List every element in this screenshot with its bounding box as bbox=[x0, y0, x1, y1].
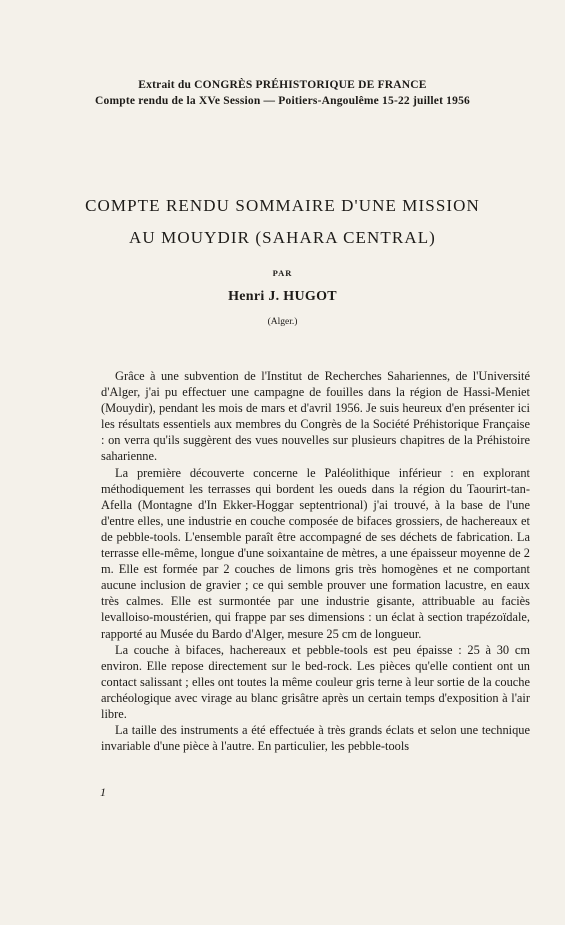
header-line-2: Compte rendu de la XVe Session — Poitiers-Angoulême 15-22 juillet 1956 bbox=[95, 95, 470, 107]
page-number: 1 bbox=[100, 785, 106, 799]
title-line-2: AU MOUYDIR (SAHARA CENTRAL) bbox=[129, 228, 436, 247]
paragraph-3: La couche à bifaces, hachereaux et pebble-tools est peu épaisse : 25 à 30 cm environ. Elle repose directement sur le bed-rock. Les pièces qu'elle contient ont un contact salissant ; elles ont toutes la même couleur gris terne à leur sortie de la couche archéologique avec virage au blanc grisâtre après un certain temps d'exposition à l'air libre. bbox=[101, 642, 530, 721]
title-line-1: COMPTE RENDU SOMMAIRE D'UNE MISSION bbox=[85, 196, 480, 215]
paragraph-2: La première découverte concerne le Paléolithique inférieur : en explorant méthodiquement les terrasses qui bordent les oueds dans la région du Taourirt-tan-Afella (Montagne d'In Ekker-Hoggar septentrional) j'ai trouvé, à la base de l'une d'entre elles, une industrie en couche composée de bifaces grossiers, de hachereaux et de pebble-tools. L'ensemble paraît être accompagné de ses déchets de fabrication. La terrasse elle-même, longue d'une soixantaine de mètres, a une épaisseur moyenne de 2 m. Elle est formée par 2 couches de limons gris très homogènes et ne comportant aucune inclusion de gravier ; ce qui semble prouver une formation lacustre, en eaux très calmes. Elle est surmontée par une industrie gisante, attribuable au faciès levalloiso-moustérien, qui frappe par ses dimensions : un éclat à section trapézoïdale, rapporté au Musée du Bardo d'Alger, mesure 25 cm de longueur. bbox=[101, 465, 530, 641]
body-text bbox=[101, 368, 530, 754]
byline-par: PAR bbox=[272, 268, 293, 278]
author-name: Henri J. HUGOT bbox=[228, 289, 337, 304]
header-line-1: Extrait du CONGRÈS PRÉHISTORIQUE DE FRANCE bbox=[138, 79, 427, 91]
paragraph-4: La taille des instruments a été effectuée à très grands éclats et selon une technique invariable d'une pièce à l'autre. En particulier, les pebble-tools bbox=[101, 723, 530, 754]
author-affiliation: (Alger.) bbox=[267, 317, 298, 327]
paragraph-1: Grâce à une subvention de l'Institut de Recherches Sahariennes, de l'Université d'Alger, j'ai pu effectuer une campagne de fouilles dans la région de Hassi-Meniet (Mouydir), pendant les mois de mars et d'avril 1956. Je suis heureux d'en présenter ici les résultats essentiels aux membres du Congrès de la Société Préhistorique Française : on verra qu'ils suggèrent des vues nouvelles sur plusieurs chapitres de la Préhistoire saharienne. bbox=[101, 369, 530, 464]
